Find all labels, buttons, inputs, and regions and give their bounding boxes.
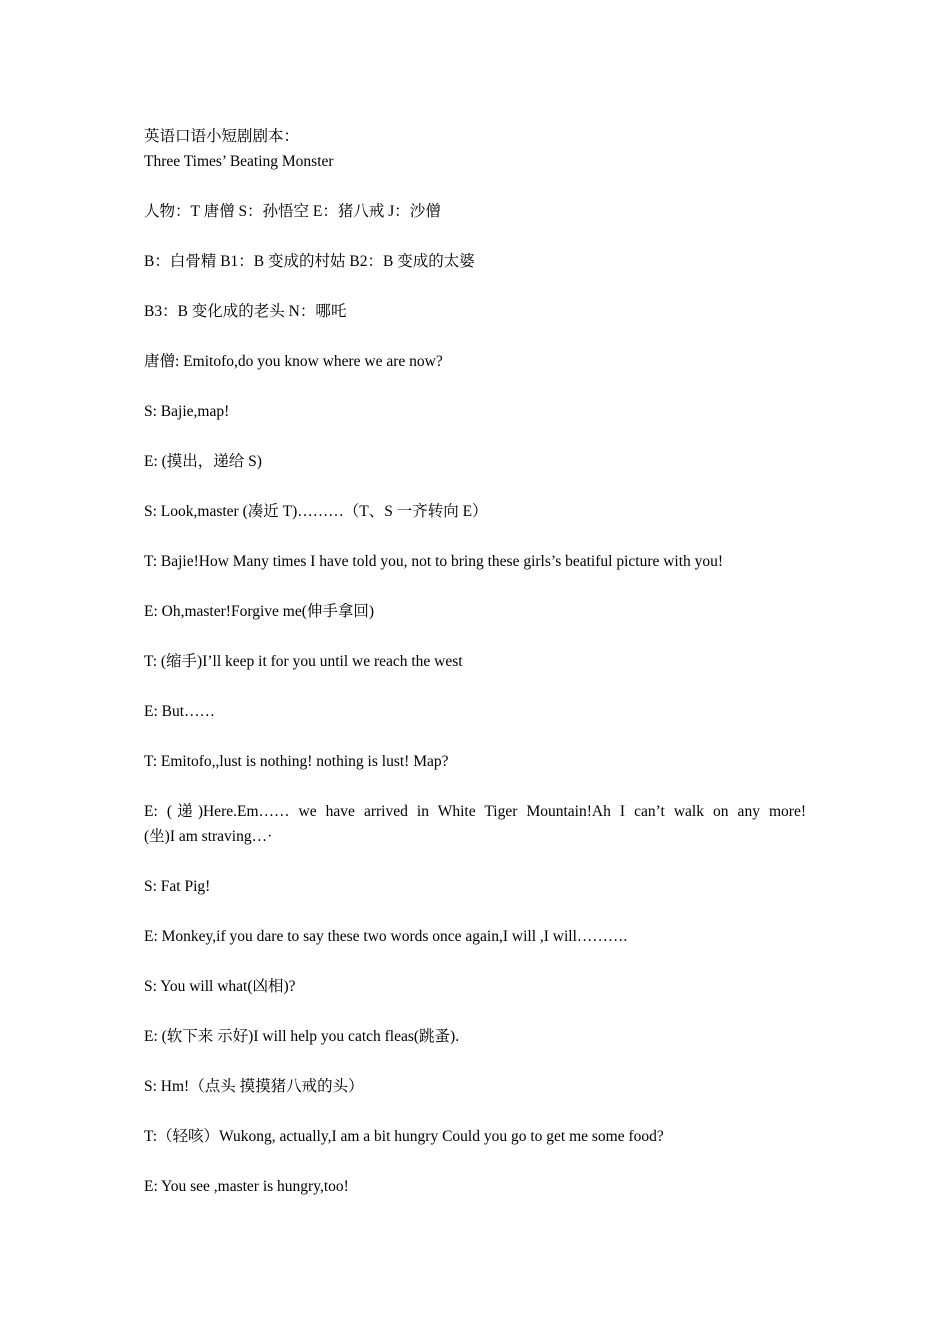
dialogue-line-part: (坐)I am straving…· [144, 828, 273, 845]
dialogue-line: E: Monkey,if you dare to say these two words once again,I will ,I will………. [144, 928, 628, 945]
dialogue-line: S: Fat Pig! [144, 878, 211, 895]
script-body [144, 124, 806, 1224]
dialogue-line: E: (软下来 示好)I will help you catch fleas(跳蚤). [144, 1028, 460, 1045]
dialogue-line: E: But…… [144, 703, 216, 720]
dialogue-line: T: Emitofo,,lust is nothing! nothing is lust! Map? [144, 753, 449, 770]
dialogue-line: T: Bajie!How Many times I have told you, not to bring these girls’s beatiful picture with you! [144, 553, 724, 570]
dialogue-line: E: (摸出，递给 S) [144, 453, 262, 470]
dialogue-line-part: E: (递)Here.Em…… we have arrived in White Tiger Mountain!Ah I can’t walk on any more! [144, 803, 806, 820]
dialogue-line: 唐僧: Emitofo,do you know where we are now? [144, 353, 443, 370]
dialogue-line: T: (缩手)I’ll keep it for you until we reach the west [144, 653, 463, 670]
script-title: Three Times’ Beating Monster [144, 153, 334, 170]
cast-line: B3：B 变化成的老头 N：哪吒 [144, 303, 347, 320]
dialogue-line: S: Look,master (凑近 T)………（T、S 一齐转向 E） [144, 503, 488, 520]
dialogue-line: S: Bajie,map! [144, 403, 230, 420]
cast-line: 人物：T 唐僧 S：孙悟空 E：猪八戒 J：沙僧 [144, 203, 441, 220]
cast-line: B：白骨精 B1：B 变成的村姑 B2：B 变成的太婆 [144, 253, 475, 270]
script-heading: 英语口语小短剧剧本： [144, 128, 300, 145]
dialogue-line: S: Hm!（点头 摸摸猪八戒的头） [144, 1078, 364, 1095]
dialogue-line-wrapped [144, 799, 806, 849]
dialogue-line: S: You will what(凶相)? [144, 978, 296, 995]
dialogue-line: E: Oh,master!Forgive me(伸手拿回) [144, 603, 375, 620]
dialogue-line: E: You see ,master is hungry,too! [144, 1178, 349, 1195]
dialogue-line: T:（轻咳）Wukong, actually,I am a bit hungry Could you go to get me some food? [144, 1128, 664, 1145]
